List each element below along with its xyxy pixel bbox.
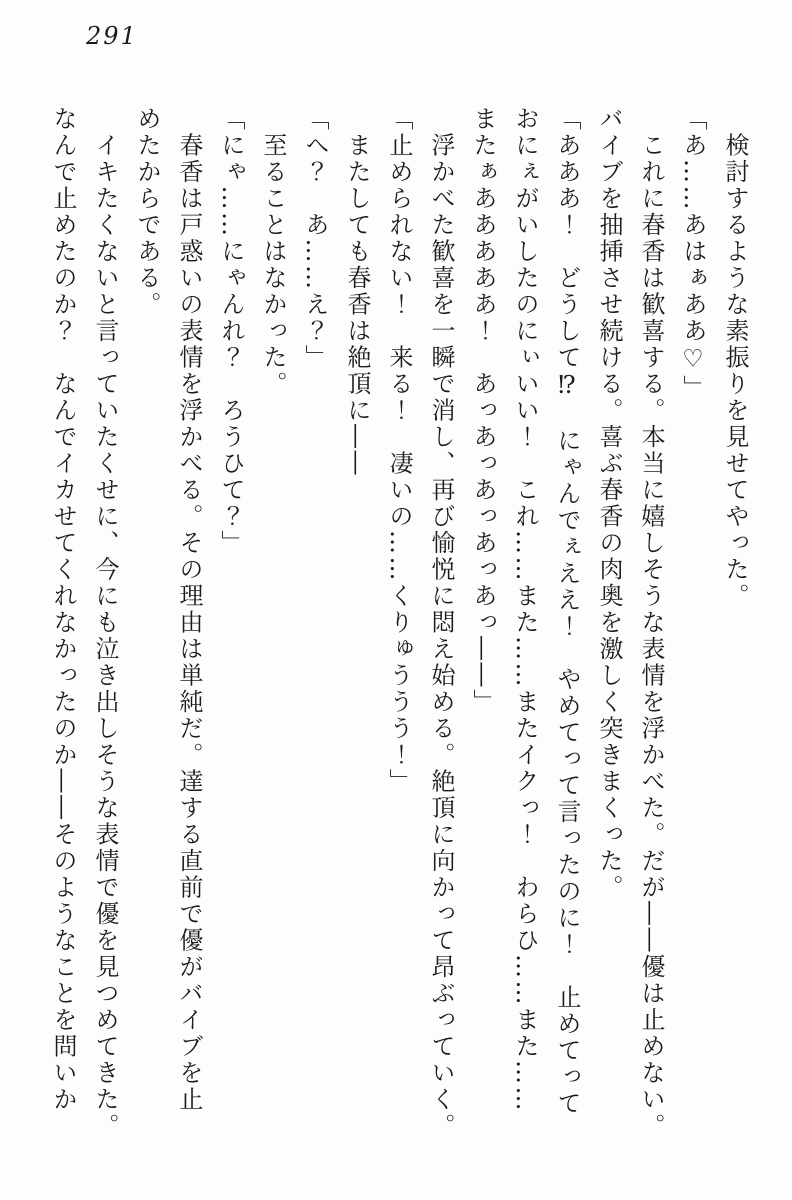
text-column: バイブを抽挿させ続ける。喜ぶ春香の肉奥を激しく突きまくった。 (595, 106, 623, 901)
text-column: 「にゃ……にゃんれ？ ろうひて？」 (217, 106, 245, 557)
text-column: 検討するような素振りを見せてやった。 (721, 106, 749, 610)
page-number: 291 (86, 22, 138, 50)
text-column: またしても春香は絶頂に―― (343, 106, 371, 477)
text-column: 至ることはなかった。 (259, 106, 287, 398)
text-column: これに春香は歓喜する。本当に嬉しそうな表情を浮かべた。だが――優は止めない。 (637, 106, 665, 1140)
text-column: 「あああ！ どうして⁉ にゃんでぇええ！ やめてって言ったのに！ 止めてって (553, 106, 581, 1117)
text-column: またぁあああああ！ あっあっあっあっあっ――」 (469, 106, 497, 716)
text-column: 浮かべた歓喜を一瞬で消し、再び愉悦に悶え始める。絶頂に向かって昂ぶっていく。 (427, 106, 455, 1140)
text-column: おにぇがいしたのにぃいい！ これ……また……またイクっ！ わらひ……また…… (511, 106, 539, 1113)
text-column: なんで止めたのか？ なんでイカせてくれなかったのか――そのようなことを問いか (49, 106, 77, 1113)
text-column: 「止められない！ 来る！ 凄いの……くりゅううう！」 (385, 106, 413, 795)
text-column: イキたくないと言っていたくせに、今にも泣き出しそうな表情で優を見つめてきた。 (91, 106, 119, 1140)
text-column: 「あ……あはぁああ♡」 (679, 106, 707, 402)
vertical-text-block (42, 106, 756, 1181)
text-column: めたからである。 (133, 106, 161, 318)
text-column: 春香は戸惑いの表情を浮かべる。その理由は単純だ。達する直前で優がバイブを止 (175, 106, 203, 1113)
text-column: 「へ？ あ……え？」 (301, 106, 329, 371)
